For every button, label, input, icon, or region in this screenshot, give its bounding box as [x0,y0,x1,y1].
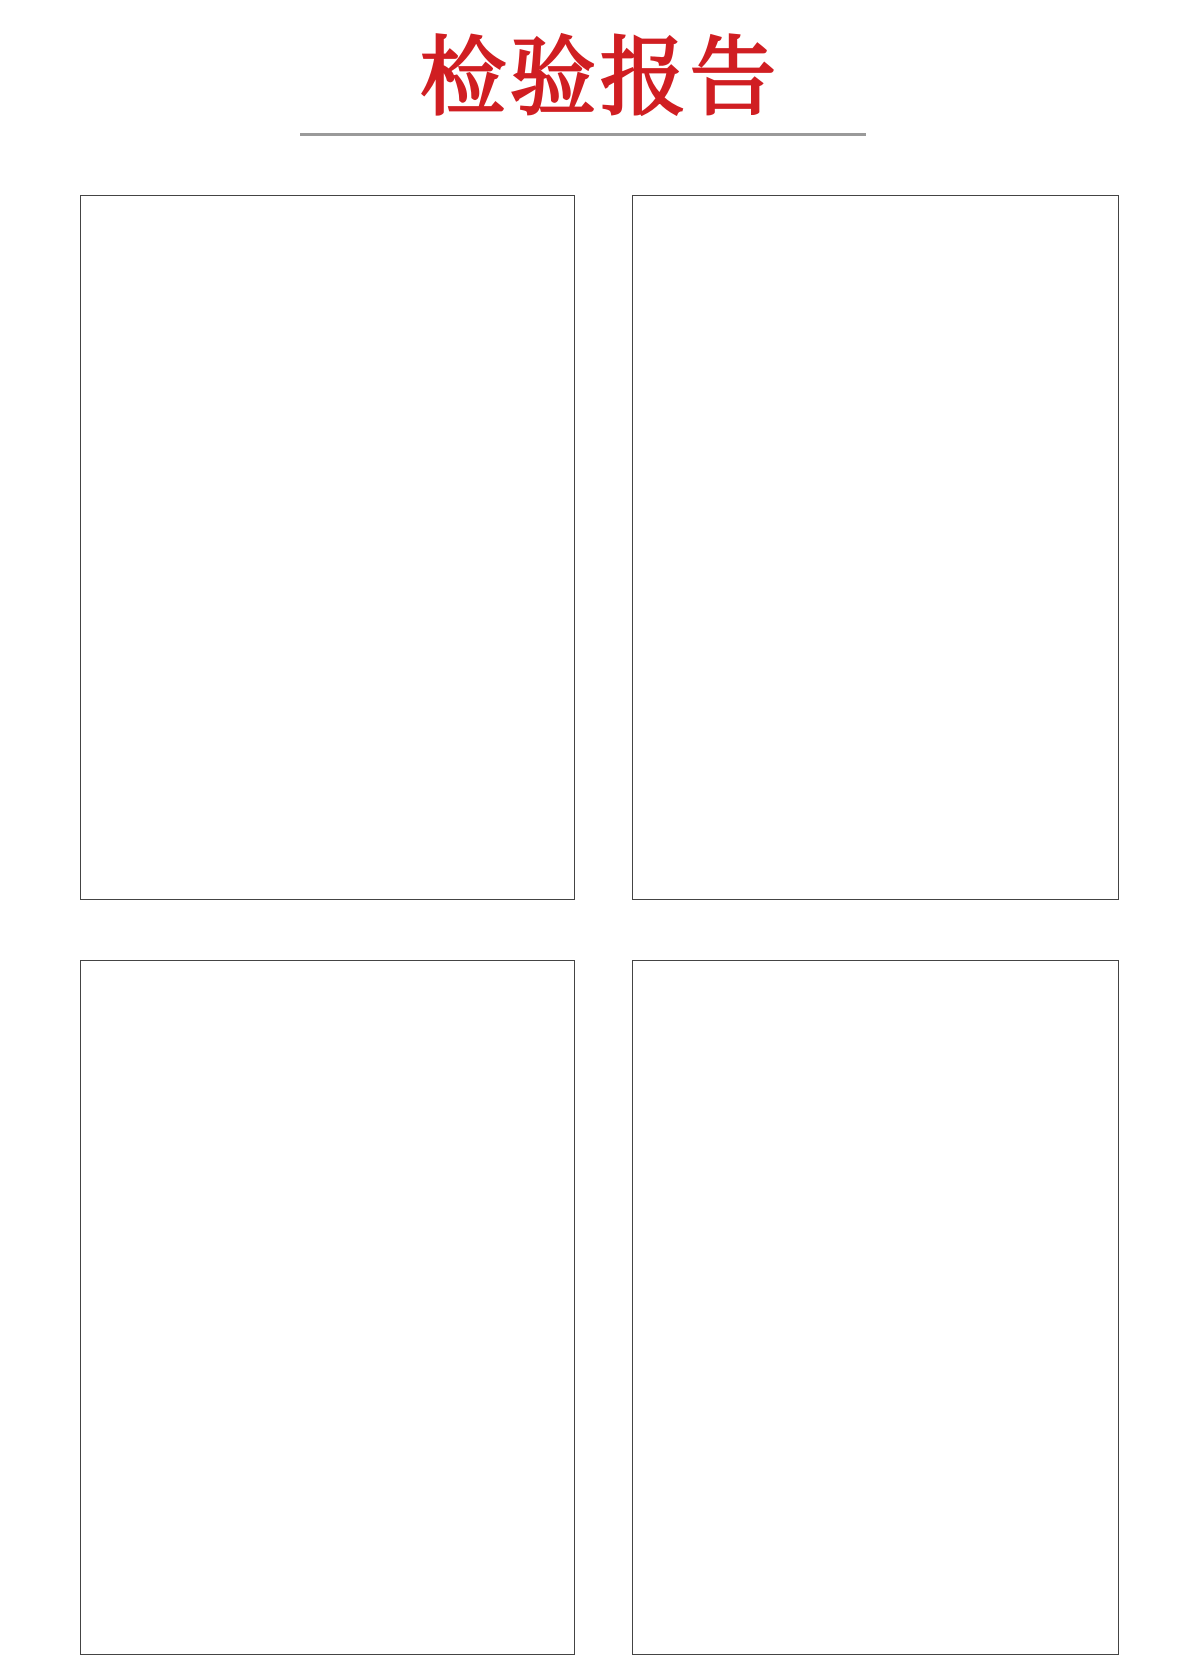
title-divider [300,133,866,136]
report-page-1 [80,195,575,900]
report-page-2 [632,195,1119,900]
report-page-3 [80,960,575,1655]
page-title: 检验报告 [420,28,780,128]
report-page-4 [632,960,1119,1655]
